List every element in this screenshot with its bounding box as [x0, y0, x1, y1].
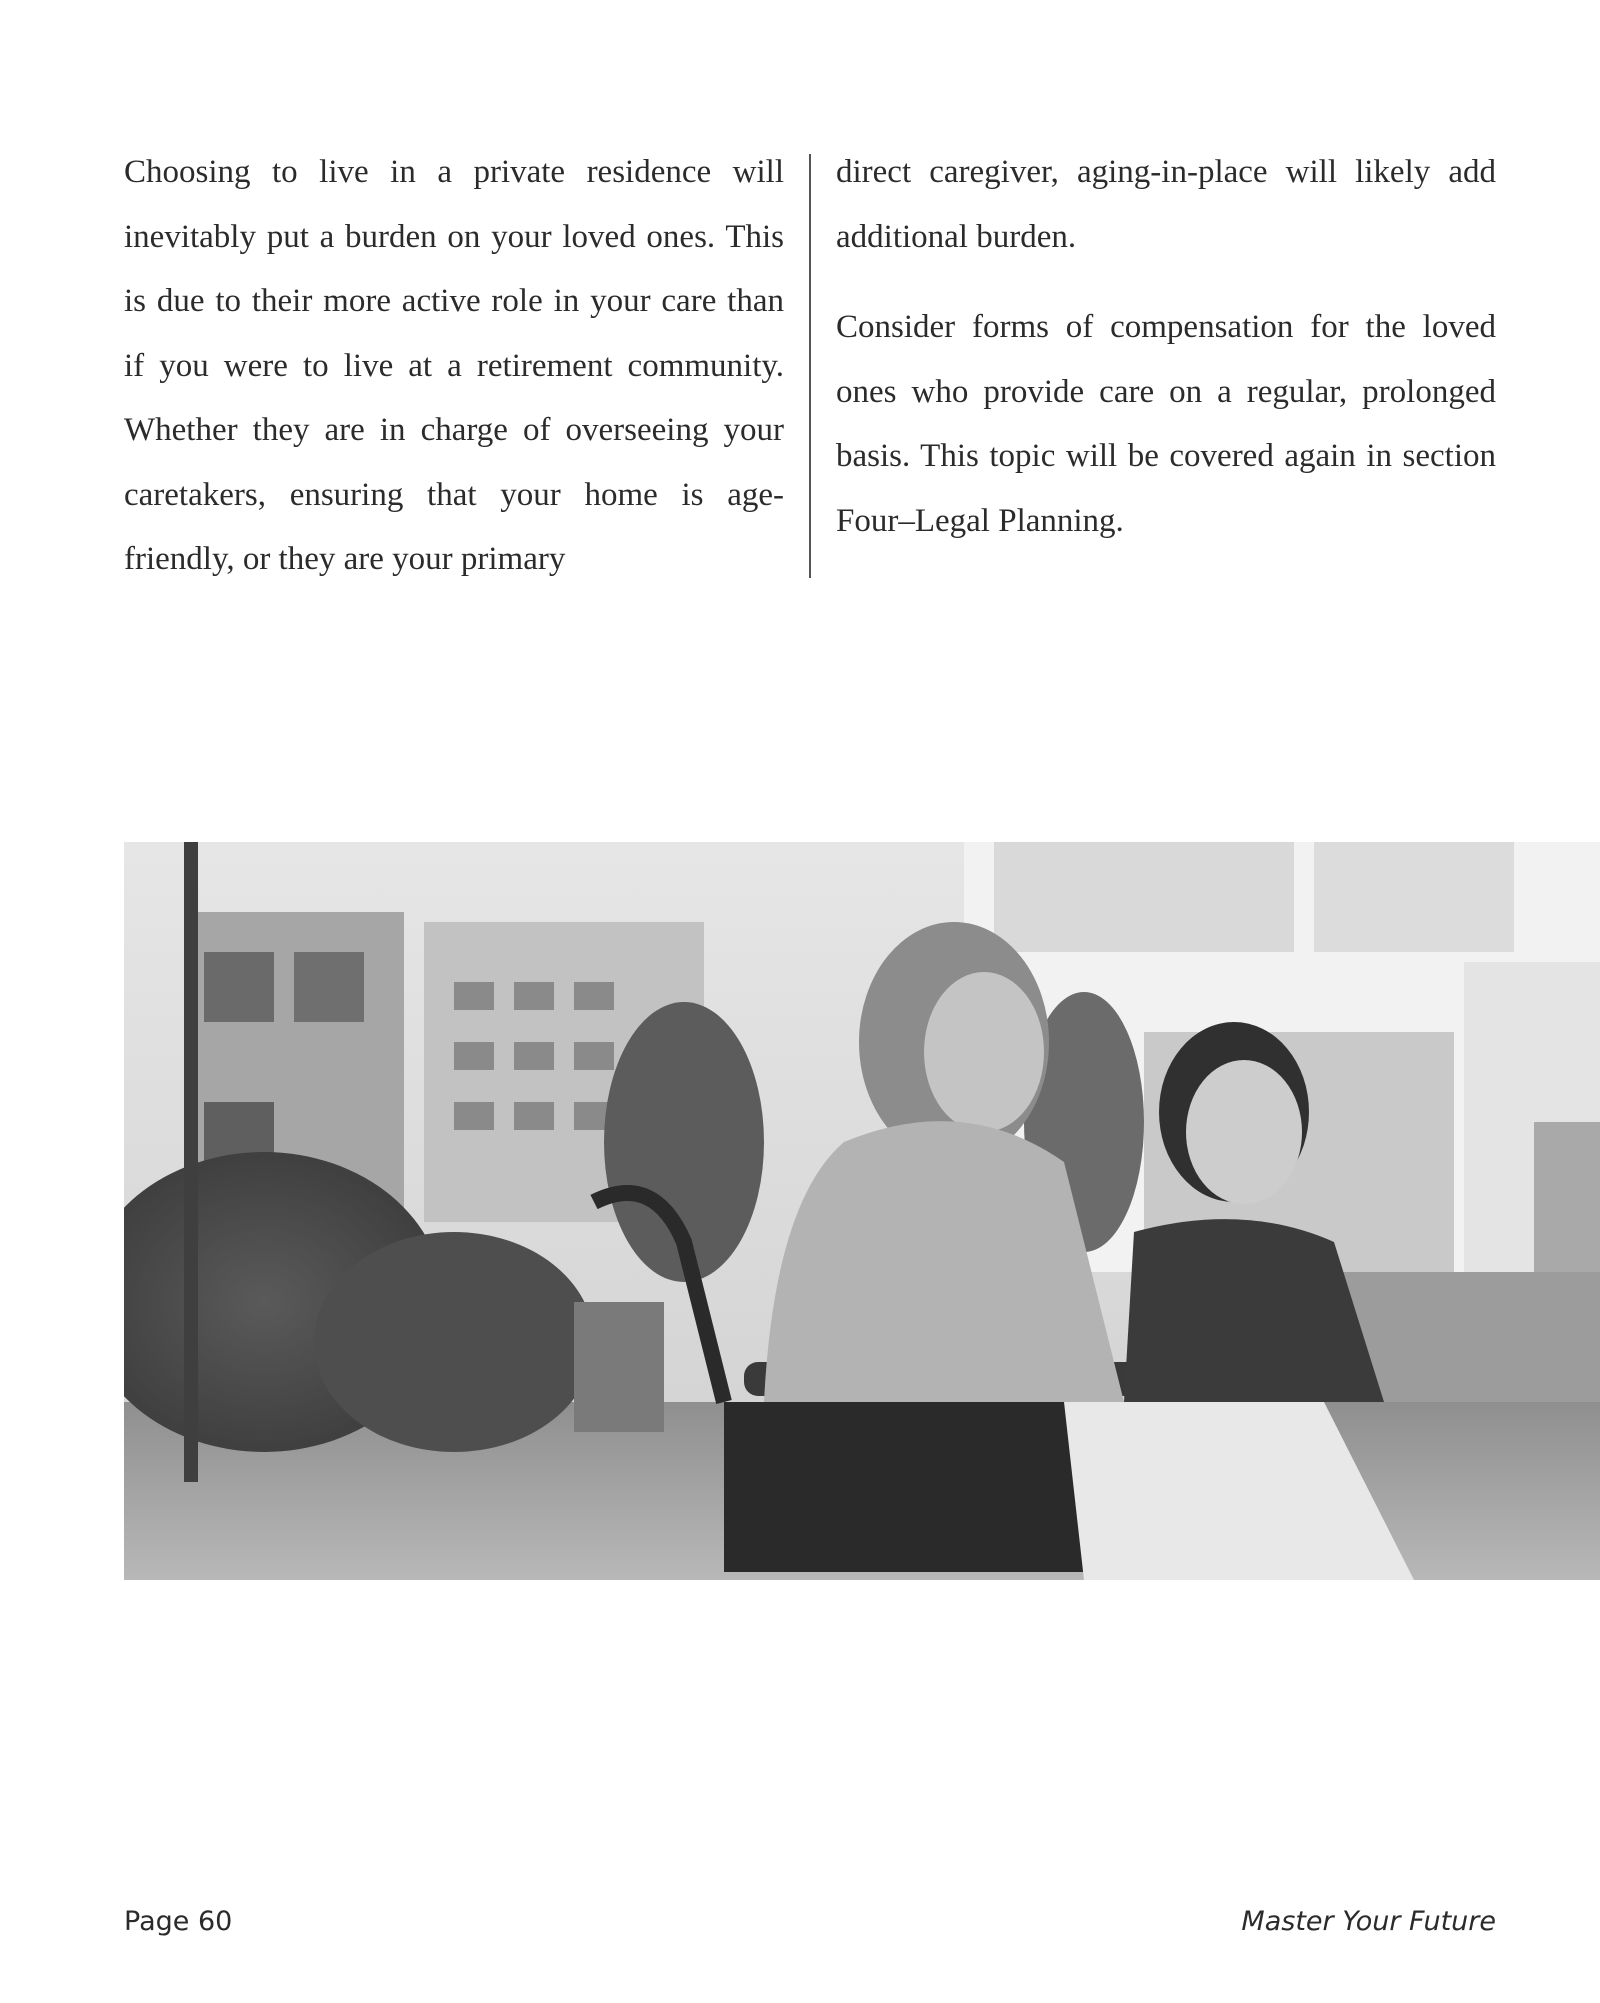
paragraph-right-1: direct caregiver, aging-in-place will likely add additional burden.: [836, 154, 1496, 255]
two-column-text: [124, 140, 1496, 580]
paragraph-left-1: Choosing to live in a private residence will inevitably put a burden on your loved ones. This is due to their more active role in your care than if you were to live at a retirement community. Whether they are in charge of overseeing your caretakers, ensuring that your home is age-friendly, or they are your primary: [124, 154, 784, 577]
photo-caregiver-wheelchair: [124, 842, 1600, 1580]
book-title: Master Your Future: [1241, 1906, 1496, 1937]
left-column: [124, 140, 784, 618]
column-divider: [809, 154, 811, 578]
page-number: Page 60: [124, 1906, 233, 1937]
photo-illustration: [124, 842, 1600, 1580]
paragraph-right-2: Consider forms of compensation for the loved ones who provide care on a regular, prolonged basis. This topic will be covered again in section Four–Legal Planning.: [836, 309, 1496, 539]
right-column: [836, 140, 1496, 579]
